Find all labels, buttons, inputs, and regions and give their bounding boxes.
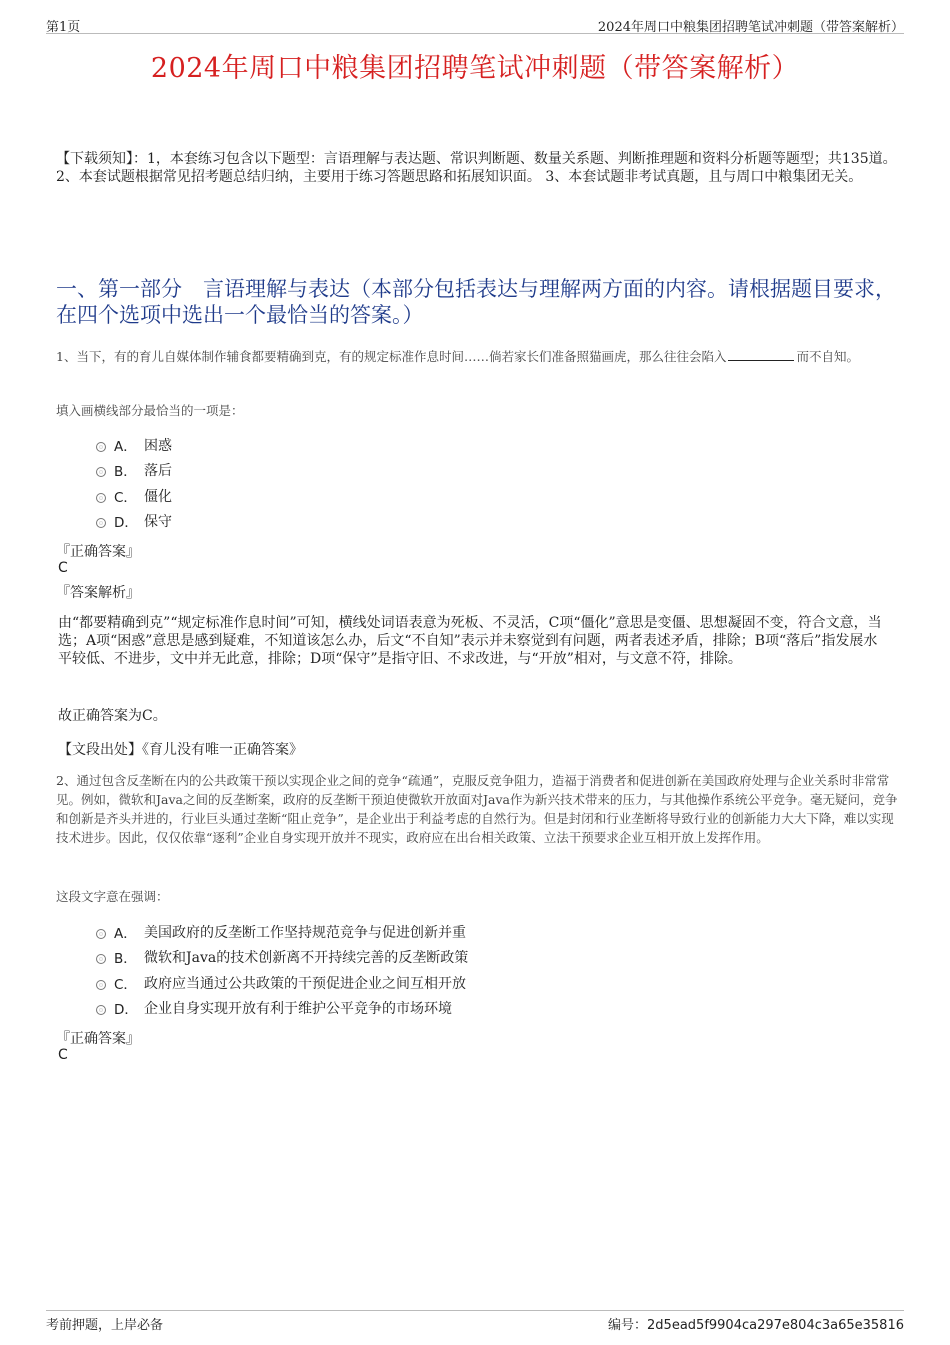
option-text: 美国政府的反垄断工作坚持规范竞争与促进创新并重 [144, 924, 466, 941]
page-header [46, 14, 904, 34]
question-1-analysis: 由“都要精确到克”“规定标准作息时间”可知，横线处词语表意为死板、不灵活，C项“僵化”意思是变僵、思想凝固不变，符合文意，当选；A项“困惑”意思是感到疑难，不知道该怎么办，后文“不自知”表示并未察觉到有问题，两者表述矛盾，排除；B项“落后”指发展水平较低、不进步，文中并无此意，排除；D项“保守”是指守旧、不求改进，与“开放”相对，与文意不符，排除。 [58, 615, 882, 667]
radio-icon[interactable] [96, 954, 106, 964]
question-2-prompt: 这段文字意在强调： [56, 889, 169, 904]
question-1-answer: C [58, 560, 68, 576]
option-letter: B． [114, 464, 137, 481]
footer-code-label: 编号： [608, 1318, 648, 1333]
option-b[interactable] [96, 458, 172, 484]
option-letter: D． [114, 1002, 138, 1019]
option-b[interactable] [96, 945, 468, 971]
footer-code-value: 2d5ead5f9904ca297e804c3a65e35816 [647, 1318, 904, 1333]
question-2-answer: C [58, 1047, 68, 1063]
option-text: 困惑 [144, 437, 172, 454]
question-1-source: 【文段出处】《育儿没有唯一正确答案》 [58, 742, 303, 758]
option-letter: A． [114, 438, 137, 455]
option-text: 企业自身实现开放有利于维护公平竞争的市场环境 [144, 1001, 452, 1018]
question-2-options [96, 919, 468, 1021]
option-text: 保守 [144, 514, 172, 531]
option-text: 政府应当通过公共政策的干预促进企业之间互相开放 [144, 975, 466, 992]
radio-icon[interactable] [96, 980, 106, 990]
question-1-conclusion: 故正确答案为C。 [58, 708, 167, 724]
fill-blank [728, 349, 794, 361]
page-footer [46, 1310, 904, 1333]
question-1-options [96, 432, 172, 534]
option-letter: C． [114, 489, 137, 506]
question-2-answer-label: 『正确答案』 [56, 1031, 140, 1047]
option-letter: B． [114, 951, 137, 968]
option-a[interactable] [96, 432, 172, 458]
option-letter: D． [114, 515, 138, 532]
footer-slogan: 考前押题，上岸必备 [46, 1318, 164, 1333]
question-1-stem-text: 1、当下，有的育儿自媒体制作辅食都要精确到克，有的规定标准作息时间……倘若家长们准备照猫画虎，那么往往会陷入 [56, 349, 727, 364]
page-number: 第1页 [46, 20, 81, 35]
question-1-stem [56, 347, 898, 366]
option-a[interactable] [96, 919, 468, 945]
download-notice: 【下载须知】：1，本套练习包含以下题型：言语理解与表达题、常识判断题、数量关系题、判断推理题和资料分析题等题型；共135道。 2、本套试题根据常见招考题总结归纳，主要用于练习答题思路和拓展知识面。 3、本套试题非考试真题，且与周口中粮集团无关。 [56, 151, 897, 185]
option-c[interactable] [96, 970, 468, 996]
radio-icon[interactable] [96, 929, 106, 939]
question-1-answer-label: 『正确答案』 [56, 544, 140, 560]
option-letter: C． [114, 976, 137, 993]
question-1-analysis-label: 『答案解析』 [56, 585, 140, 601]
question-2-stem: 2、通过包含反垄断在内的公共政策干预以实现企业之间的竞争“疏通”，克服反竞争阻力，造福于消费者和促进创新在美国政府处理与企业关系时非常常见。例如，微软和Java之间的反垄断案，政府的反垄断干预迫使微软开放面对Java作为新兴技术带来的压力，与其他操作系统公平竞争。毫无疑问，竞争和创新是齐头并进的，行业巨头通过垄断“阻止竞争”，是企业出于利益考虑的自然行为。但是封闭和行业垄断将导致行业的创新能力大大下降，难以实现技术进步。因此，仅仅依靠“逐利”企业自身实现开放并不现实，政府应在出台相关政策、立法干预要求企业互相开放上发挥作用。 [56, 773, 898, 845]
footer-code [608, 1314, 904, 1333]
option-text: 僵化 [144, 488, 172, 505]
option-letter: A． [114, 925, 137, 942]
question-1-stem-tail: 而不自知。 [796, 349, 859, 364]
option-text: 微软和Java的技术创新离不开持续完善的反垄断政策 [144, 950, 469, 967]
radio-icon[interactable] [96, 442, 106, 452]
header-doc-title: 2024年周口中粮集团招聘笔试冲刺题（带答案解析） [597, 20, 904, 35]
option-text: 落后 [144, 463, 172, 480]
radio-icon[interactable] [96, 467, 106, 477]
question-1-prompt: 填入画横线部分最恰当的一项是： [56, 403, 244, 418]
document-title: 2024年周口中粮集团招聘笔试冲刺题（带答案解析） [150, 53, 800, 84]
section-heading: 一、第一部分 言语理解与表达（本部分包括表达与理解两方面的内容。请根据题目要求，在四个选项中选出一个最恰当的答案。） [56, 277, 896, 327]
option-d[interactable] [96, 996, 468, 1022]
radio-icon[interactable] [96, 1005, 106, 1015]
option-c[interactable] [96, 483, 172, 509]
radio-icon[interactable] [96, 518, 106, 528]
option-d[interactable] [96, 509, 172, 535]
radio-icon[interactable] [96, 493, 106, 503]
